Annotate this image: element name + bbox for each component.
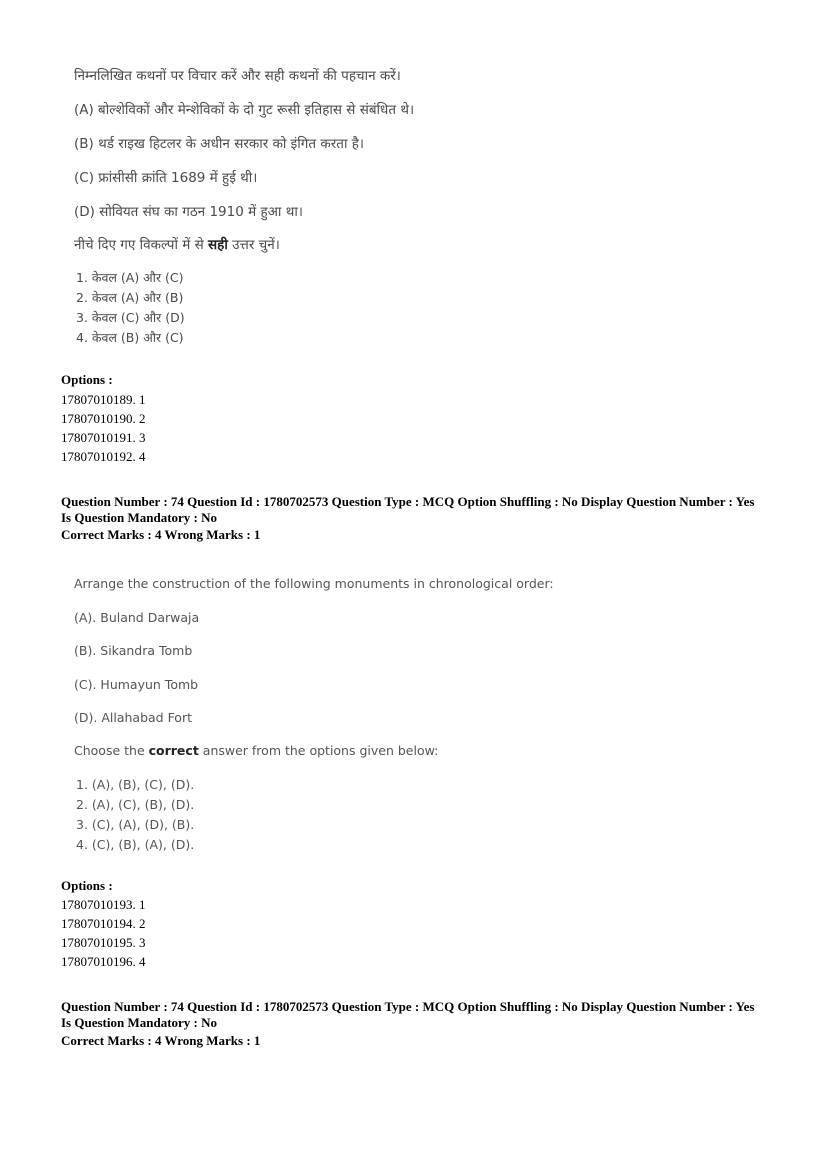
option-id-item: 17807010191. 3 [61,430,146,445]
question-marks-line: Correct Marks : 4 Wrong Marks : 1 [61,527,261,542]
q2-answer-option-1: 1. (A), (B), (C), (D). [76,777,195,792]
options-heading-1: Options : [61,372,113,387]
option-id-item: 17807010196. 4 [61,954,146,969]
option-id-item: 17807010195. 3 [61,935,146,950]
q2-item-c: (C). Humayun Tomb [74,677,199,692]
q1-statement-a: (A) बोल्शेविकों और मेन्शेविकों के दो गुट रूसी इतिहास से संबंधित थे। [74,102,415,118]
option-id-item: 17807010194. 2 [61,916,146,931]
option-id-item: 17807010190. 2 [61,411,146,426]
q1-answer-option-1: 1. केवल (A) और (C) [76,270,184,285]
q1-answer-option-2: 2. केवल (A) और (B) [76,290,184,305]
question-meta-line-1: Question Number : 74 Question Id : 1780702573 Question Type : MCQ Option Shuffling : No Display Question Number : Yes [61,999,755,1014]
question-meta-line-2: Is Question Mandatory : No [61,510,218,525]
q2-answer-option-2: 2. (A), (C), (B), (D). [76,797,195,812]
question-marks-line: Correct Marks : 4 Wrong Marks : 1 [61,1033,261,1048]
q1-statement-d: (D) सोवियत संघ का गठन 1910 में हुआ था। [74,204,303,220]
q1-statement-b: (B) थर्ड राइख हिटलर के अधीन सरकार को इंगित करता है। [74,136,365,152]
q2-answer-option-4: 4. (C), (B), (A), (D). [76,837,195,852]
options-heading-2: Options : [61,878,113,893]
q2-item-b: (B). Sikandra Tomb [74,643,193,658]
question-meta-line-2: Is Question Mandatory : No [61,1015,218,1030]
option-id-item: 17807010189. 1 [61,392,146,407]
q1-statement-c: (C) फ्रांसीसी क्रांति 1689 में हुई थी। [74,170,258,186]
q2-choose-prompt: Choose the correct answer from the options given below: [74,743,439,758]
q2-item-d: (D). Allahabad Fort [74,710,192,725]
q1-choose-prompt: नीचे दिए गए विकल्पों में से सही उत्तर चुनें। [74,237,280,253]
q2-instruction: Arrange the construction of the following monuments in chronological order: [74,576,554,591]
q1-instruction: निम्नलिखित कथनों पर विचार करें और सही कथनों की पहचान करें। [74,68,401,84]
q2-item-a: (A). Buland Darwaja [74,610,200,625]
option-id-item: 17807010192. 4 [61,449,146,464]
question-2-image-block [74,576,774,856]
option-id-item: 17807010193. 1 [61,897,146,912]
question-1-image-block [74,66,774,356]
q2-answer-option-3: 3. (C), (A), (D), (B). [76,817,195,832]
question-meta-line-1: Question Number : 74 Question Id : 1780702573 Question Type : MCQ Option Shuffling : No Display Question Number : Yes [61,494,755,509]
q1-answer-option-4: 4. केवल (B) और (C) [76,330,184,345]
option-id-list-2 [61,897,361,977]
option-id-list-1 [61,392,361,472]
q1-answer-option-3: 3. केवल (C) और (D) [76,310,185,325]
